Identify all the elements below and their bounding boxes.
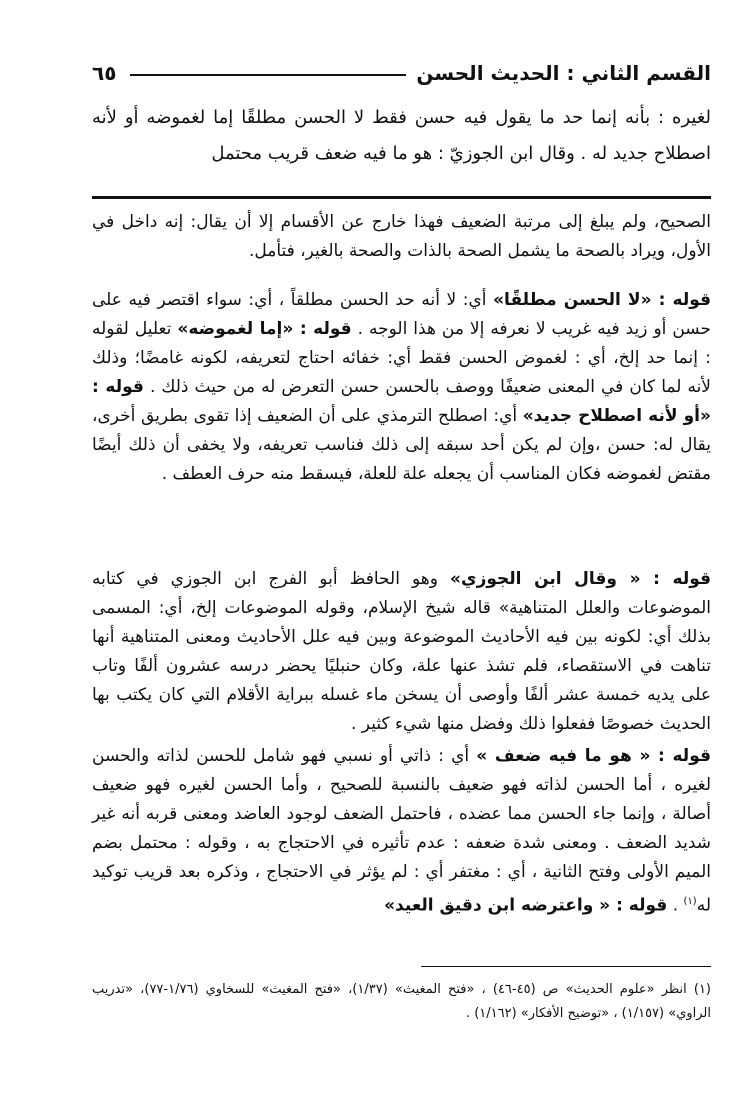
quote-label: قوله : « هو ما فيه ضعف » (476, 746, 711, 766)
commentary-text (92, 565, 711, 739)
commentary-span: . (667, 895, 684, 916)
commentary-text: الصحيح، ولم يبلغ إلى مرتبة الضعيف فهذا خارج عن الأقسام إلا أن يقال: إنه داخل في الأول، ويراد بالصحة ما يشمل الصحة بالذات والصحة بالغير، فتأمل. (92, 212, 711, 261)
page-number: ٦٥ (92, 61, 117, 85)
commentary-span: وهو الحافظ أبو الفرج ابن الجوزي في كتابه الموضوعات والعلل المتناهية» قاله شيخ الإسلام، وقوله الموضوعات إلخ، أي: المسمى بذلك أي: لكونه بين فيه الأحاديث الموضوعة وبين فيه علل الأحاديث ومعنى المتناهية أنها تناهت في الاستقصاء، فلم تشذ عنها علة، وكان حنبليًا يحضر درسه عشرون ألفًا وتاب على يديه خمسة عشر ألفًا وأوصى أن يسخن ماء غسله ببراية الأقلام التي كان يكتب بها الحديث خصوصًا ففعلوا ذلك وفضل منها شيء كثير . (92, 569, 711, 734)
commentary-span: أي: اصطلح الترمذي على أن الضعيف إذا تقوى بطريق أخرى، يقال له: حسن ،وإن لم يكن أحد سبقه إلى ذلك فناسب تعريفه، ولا يخفى أن ذلك أيضًا مقتض لغموضه فكان المناسب أن يجعله علة للعلة، فيسقط منه حرف العطف . (92, 406, 711, 484)
footnote-block (92, 978, 711, 1026)
quote-label: قوله : «أو لأنه اصطلاح جديد» (92, 377, 711, 426)
quote-label: قوله : « وقال ابن الجوزي» (450, 569, 711, 589)
commentary-span: أي : ذاتي أو نسبي فهو شامل للحسن لذاته والحسن لغيره ، أما الحسن لذاته فهو ضعيف بالنسبة للصحيح ، وأما الحسن لغيره فهو ضعيف أصالة ، وإنما جاء الحسن مما عضده ، فاحتمل الضعف لوجود العاضد ومعنى قربه أنه غير شديد الضعف . ومعنى شدة ضعفه : عدم تأثيره في الاحتجاج به ، وقوله : محتمل بضم الميم الأولى وفتح الثانية ، أي : مغتفر أي : لم يؤثر في الاحتجاج ، وذكره بعد قريب توكيد له (92, 746, 711, 916)
running-title: القسم الثاني : الحديث الحسن (416, 61, 711, 85)
main-separator (92, 196, 711, 199)
commentary-span: تعليل لقوله : إنما حد إلخ، أي : لغموض الحسن فقط أي: خفائه احتاج لتعريفه، لكونه غامضًا؛ وذلك لأنه لما كان في المعنى ضعيفًا ووصف بالحسن حسن التعرض له من حيث ذلك . (92, 319, 711, 397)
main-text-block (92, 100, 711, 172)
commentary-text (92, 742, 711, 921)
main-text: لغيره : بأنه إنما حد ما يقول فيه حسن فقط لا الحسن مطلقًا إما لغموضه أو لأنه اصطلاح جديد له . وقال ابن الجوزيّ : هو ما فيه ضعف قريب محتمل (92, 107, 711, 164)
commentary-paragraph-2 (92, 286, 711, 489)
header-rule (130, 74, 406, 76)
footnote-ref: (١) (683, 896, 697, 907)
commentary-span: أي: لا أنه حد الحسن مطلقاً ، أي: سواء اقتصر فيه على حسن أو زيد فيه غريب لا نعرفه إلا من هذا الوجه . (92, 290, 711, 339)
footnote-text: (١) انظر «علوم الحديث» ص (٤٥-٤٦) ، «فتح المغيث» (١/٣٧)، «فتح المغيث» للسخاوي (١/٧٦-٧٧)، «تدريب الراوي» (١/١٥٧) ، «توضيح الأفكار» (١/١٦٢) . (92, 982, 711, 1021)
footnote-separator (421, 966, 711, 967)
commentary-paragraph-3 (92, 565, 711, 739)
quote-label: قوله : « واعترضه ابن دقيق العيد» (384, 895, 668, 916)
commentary-paragraph-1 (92, 208, 711, 266)
page-header (92, 58, 711, 88)
quote-label: قوله : «إما لغموضه» (177, 319, 352, 339)
quote-label: قوله : «لا الحسن مطلقًا» (493, 290, 712, 310)
commentary-paragraph-4 (92, 742, 711, 921)
commentary-text (92, 286, 711, 489)
